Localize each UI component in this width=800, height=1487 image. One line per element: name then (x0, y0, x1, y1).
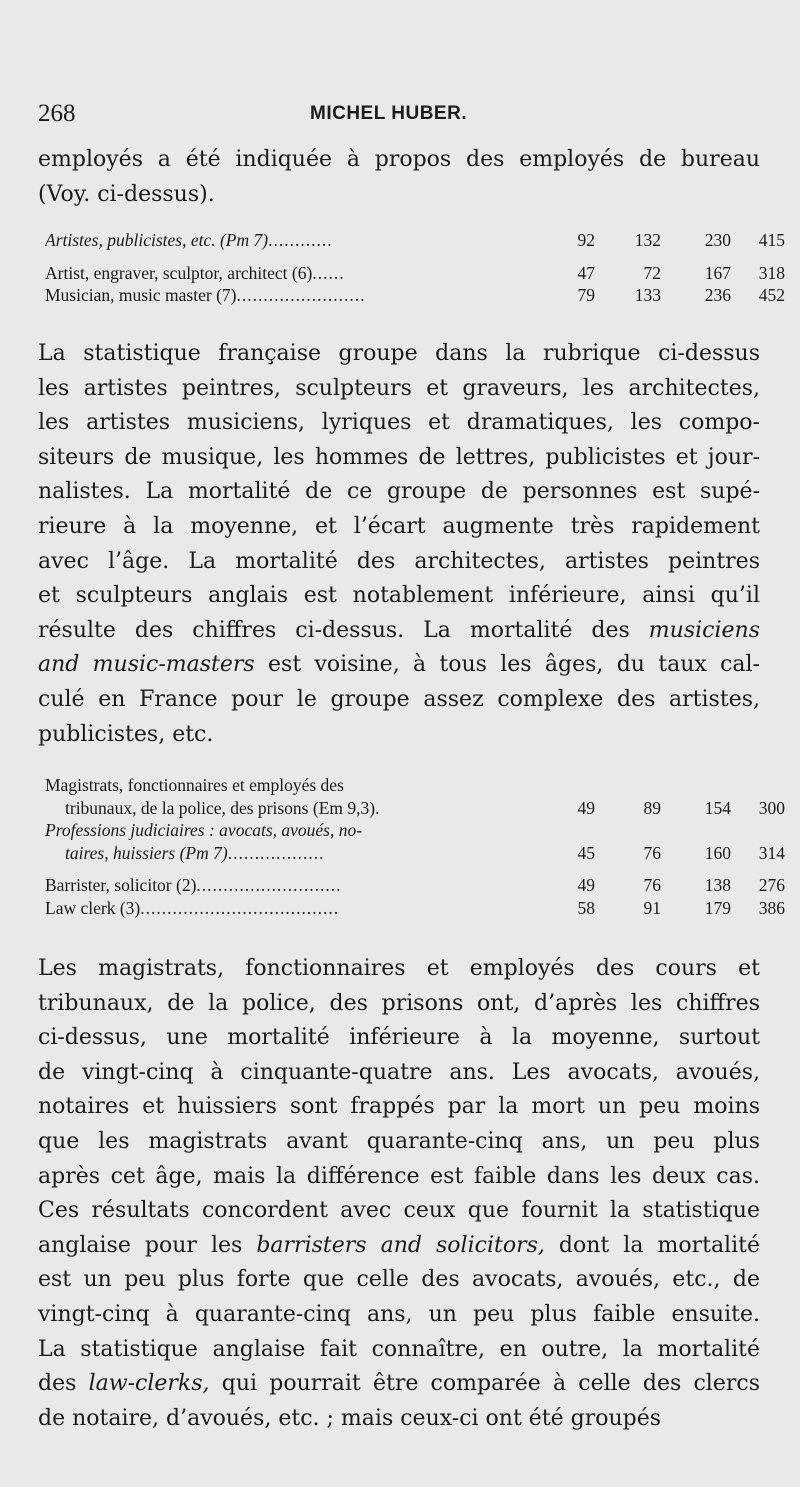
text-line: La statistique anglaise fait connaître, en outre, la mortalité (38, 1336, 760, 1362)
value-cell: 314 (758, 842, 785, 863)
table-row (45, 897, 785, 921)
value-cell: 236 (704, 285, 731, 305)
text-line: des law-clerks, qui pourrait être comparée à celle des clercs (38, 1371, 760, 1397)
row-label: taires, huissiers (Pm 7).................. (65, 842, 325, 863)
text-line: de notaire, d’avoués, etc. ; mais ceux-ci ont été groupés (38, 1405, 662, 1431)
running-head (38, 100, 758, 136)
value-cell: 167 (704, 262, 731, 283)
row-label: Artist, engraver, sculptor, architect (6)...... (45, 262, 345, 283)
value-cell: 72 (643, 262, 661, 283)
value-cell: 179 (704, 897, 731, 918)
value-cell: 58 (577, 897, 595, 918)
mortality-table-magistrats (45, 775, 785, 920)
text-line: que les magistrats avant quarante-cinq ans, un peu plus (38, 1128, 760, 1154)
row-label: Barrister, solicitor (2)........................... (45, 875, 342, 895)
value-cell: 138 (704, 875, 731, 895)
text-line: est un peu plus forte que celle des avocats, avoués, etc., de (38, 1267, 760, 1293)
text-line: après cet âge, mais la différence est faible dans les deux cas. (38, 1163, 760, 1189)
page-number: 268 (38, 100, 76, 127)
value-cell: 160 (704, 842, 731, 863)
table-row (45, 775, 765, 798)
text-line: ci-dessus, une mortalité inférieure à la moyenne, surtout (38, 1025, 760, 1051)
value-cell: 415 (758, 230, 785, 250)
paragraph-intro (38, 143, 760, 212)
leader-dots: ........................... (196, 875, 342, 895)
leader-dots: ........................ (236, 285, 366, 305)
row-label: Magistrats, fonctionnaires et employés des (45, 775, 344, 795)
text-line: vingt-cinq à quarante-cinq ans, un peu plus faible ensuite. (38, 1301, 760, 1327)
row-label: Law clerk (3)..................................... (45, 897, 340, 918)
text-line: Ces résultats concordent avec ceux que fournit la statistique (38, 1198, 760, 1224)
text-line: les artistes musiciens, lyriques et dramatiques, les compo- (38, 410, 760, 436)
value-cell: 91 (643, 897, 661, 918)
text-line: avec l’âge. La mortalité des architectes, artistes peintres (38, 548, 760, 574)
text-line: notaires et huissiers sont frappés par la mort un peu moins (38, 1094, 760, 1120)
value-cell: 276 (758, 875, 785, 895)
leader-dots: .................. (227, 842, 325, 863)
table-row (45, 797, 785, 821)
text-line: (Voy. ci-dessus). (38, 181, 215, 207)
value-cell: 79 (577, 285, 595, 305)
leader-dots: ..................................... (140, 897, 340, 918)
paragraph-artists (38, 337, 760, 752)
text-line: rieure à la moyenne, et l’écart augmente très rapidement (38, 513, 760, 539)
table-row (45, 820, 765, 843)
text-line: tribunaux, de la police, des prisons ont, d’après les chiffres (38, 990, 760, 1016)
row-label: Musician, music master (7)........................ (45, 285, 366, 305)
value-cell: 318 (758, 262, 785, 283)
text-line: culé en France pour le groupe assez complexe des artistes, (38, 686, 760, 712)
row-label: Professions judiciaires : avocats, avoués, no- (45, 820, 363, 840)
table-row (45, 230, 785, 253)
value-cell: 47 (577, 262, 595, 283)
value-cell: 133 (634, 285, 661, 305)
value-cell: 154 (704, 797, 731, 818)
value-cell: 386 (758, 897, 785, 918)
text-line: employés a été indiquée à propos des employés de bureau (38, 147, 760, 172)
value-cell: 89 (643, 797, 661, 818)
table-row (45, 875, 785, 898)
text-line: résulte des chiffres ci-dessus. La mortalité des musiciens (38, 617, 760, 643)
table-row (45, 285, 785, 308)
value-cell: 92 (577, 230, 595, 250)
value-cell: 76 (643, 875, 661, 895)
value-cell: 49 (577, 875, 595, 895)
value-cell: 452 (758, 285, 785, 305)
text-line: nalistes. La mortalité de ce groupe de personnes est supé- (38, 479, 760, 505)
value-cell: 230 (704, 230, 731, 250)
text-line: et sculpteurs anglais est notablement inférieure, ainsi qu’il (38, 583, 760, 609)
value-cell: 76 (643, 842, 661, 863)
text-line: anglaise pour les barristers and solicitors, dont la mortalité (38, 1232, 760, 1258)
value-cell: 300 (758, 797, 785, 818)
text-line: and music-masters est voisine, à tous les âges, du taux cal- (38, 652, 760, 678)
text-line: les artistes peintres, sculpteurs et graveurs, les architectes, (38, 375, 760, 401)
text-line: de vingt-cinq à cinquante-quatre ans. Les avocats, avoués, (38, 1059, 760, 1085)
leader-dots: ...... (312, 262, 345, 283)
text-line: publicistes, etc. (38, 721, 214, 747)
text-line: siteurs de musique, les hommes de lettres, publicistes et jour- (38, 444, 760, 470)
table-row (45, 842, 785, 866)
text-line: La statistique française groupe dans la rubrique ci-dessus (38, 341, 760, 366)
row-label: tribunaux, de la police, des prisons (Em 9,3). (65, 797, 380, 818)
header-title: MICHEL HUBER. (310, 103, 468, 124)
table-row (45, 262, 785, 286)
value-cell: 49 (577, 797, 595, 818)
row-label: Artistes, publicistes, etc. (Pm 7)............ (45, 230, 333, 250)
value-cell: 45 (577, 842, 595, 863)
text-line: Les magistrats, fonctionnaires et employés des cours et (38, 956, 760, 981)
leader-dots: ............ (268, 230, 333, 250)
value-cell: 132 (634, 230, 661, 250)
paragraph-magistrats (38, 952, 760, 1436)
mortality-table-artists (45, 230, 785, 308)
